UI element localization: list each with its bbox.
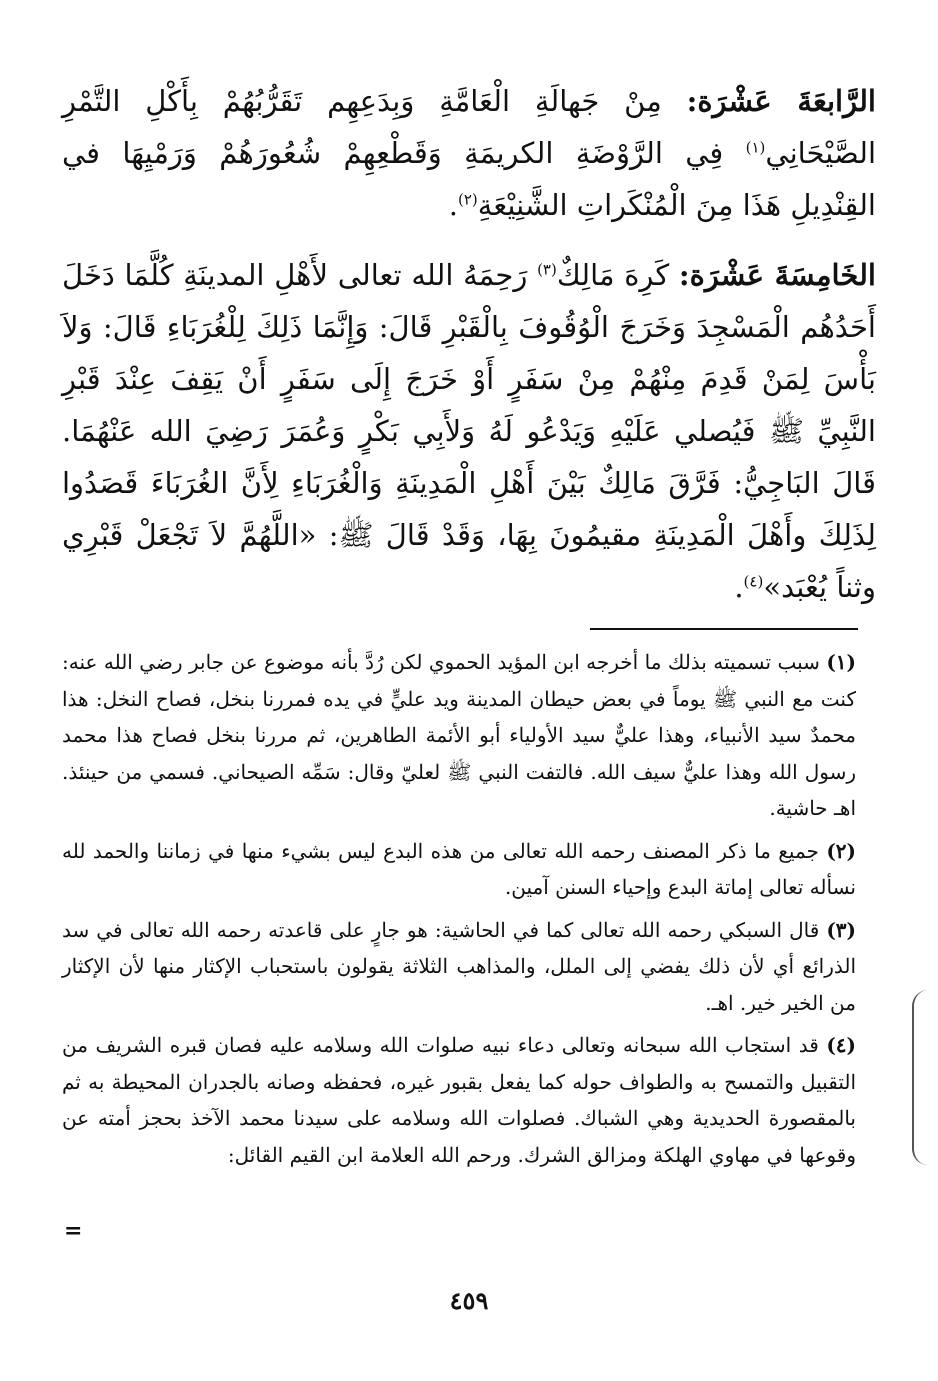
footnote-2 — [62, 833, 856, 906]
paragraph-15-text-part1: كَرِهَ مَالِكٌ — [556, 258, 679, 292]
footnote-ref-1[interactable]: (١) — [745, 138, 766, 157]
footnote-4-text: قد استجاب الله سبحانه وتعالى دعاء نبيه صلوات الله وسلامه عليه فصان قبره الشريف من التقبيل والتمسح به والطواف حوله كما يفعل بقبور غيره، فحفظه وصانه بالجدران المحيطة به ثم بالمقصورة الحديدية وهي الشباك. فصلوات الله وسلامه على سيدنا محمد الآخذ بحجز أمته عن وقوعها في مهاوي الهلكة ومزالق الشرك. ورحم الله العلامة ابن القيم القائل: — [62, 1033, 856, 1167]
footnote-separator — [590, 628, 858, 630]
footnote-2-number: (٢) — [826, 838, 856, 863]
footnote-3-text: قال السبكي رحمه الله تعالى كما في الحاشية: هو جارٍ على قاعدته رحمه الله تعالى في سد الذرائع أي لأن ذلك يفضي إلى الملل، والمذاهب الثلاثة يقولون باستحباب الإكثار منها لأن الإكثار من الخير خير. اهـ. — [62, 917, 856, 1015]
paragraph-14-heading: الرَّابعَةَ عَشْرَة: — [686, 84, 876, 118]
main-text — [62, 75, 876, 631]
footnotes — [62, 644, 856, 1179]
footnote-4 — [62, 1027, 856, 1173]
footnote-1-text: سبب تسميته بذلك ما أخرجه ابن المؤيد الحموي لكن رُدَّ بأنه موضوع عن جابر رضي الله عنه: كنت مع النبي ﷺ يوماً في بعض حيطان المدينة ويد عليٍّ في يده فمررنا بنخل، فصاح النخل: هذا محمدٌ سيد الأنبياء، وهذا عليٌّ سيد الأولياء أبو الأئمة الطاهرين، ثم مررنا بنخل فصاح هذا محمد رسول الله وهذا عليٌّ سيف الله. فالتفت النبي ﷺ لعليّ وقال: سَمِّه الصيحاني. فسمي من حينئذ. اهـ حاشية. — [62, 650, 856, 820]
paragraph-15-end: . — [734, 570, 744, 604]
footnote-3 — [62, 912, 856, 1022]
footnote-ref-2[interactable]: (٢) — [458, 190, 478, 209]
footnote-2-text: جميع ما ذكر المصنف رحمه الله تعالى من هذه البدع ليس بشيء منها في زماننا والحمد لله نسأله تعالى إماتة البدع وإحياء السنن آمين. — [62, 838, 856, 899]
footnote-1 — [62, 644, 856, 827]
continuation-mark: = — [64, 1218, 83, 1244]
page-number: ٤٥٩ — [449, 1286, 489, 1315]
footnote-1-number: (١) — [826, 650, 856, 674]
paragraph-14-end: . — [448, 188, 458, 222]
margin-bracket-mark — [912, 990, 930, 1165]
paragraph-14-text-part2: فِي الرَّوْضَةِ الكريمَةِ وَقَطْعِهِمْ شُعُورَهُمْ وَرَمْيِهَا في القِنْدِيلِ هَذَا مِنَ الْمُنْكَراتِ الشَّنِيْعَةِ — [62, 136, 876, 222]
paragraph-15 — [62, 249, 876, 613]
paragraph-14 — [62, 75, 876, 231]
paragraph-15-heading: الخَامِسَةَ عَشْرَة: — [678, 258, 876, 292]
footnote-ref-3[interactable]: (٣) — [537, 260, 557, 279]
footnote-3-number: (٣) — [826, 917, 856, 942]
paragraph-14-text-part1: مِنْ جَهالَةِ الْعَامَّةِ وَبِدَعِهِم تَقَرُّبُهُمْ بِأَكْلِ التَّمْرِ الصَّيْحَانِي — [62, 84, 876, 170]
footnote-4-number: (٤) — [826, 1033, 856, 1057]
footnote-ref-4[interactable]: (٤) — [743, 572, 764, 591]
paragraph-15-text-part2: رَحِمَهُ الله تعالى لأَهْلِ المدينَةِ كُلَّمَا دَخَلَ أَحَدُهُم الْمَسْجِدَ وَخَرَجَ الْوُقُوفَ بِالْقَبْرِ قَالَ: وَإِنَّمَا ذَلِكَ لِلْغُرَبَاءِ قَالَ: وَلاَ بَأْسَ لِمَنْ قَدِمَ مِنْهُمْ مِنْ سَفَرٍ أَوْ خَرَجَ إِلَى سَفَرٍ أَنْ يَقِفَ عِنْدَ قَبْرِ النَّبِيِّ ﷺ فَيُصلي عَلَيْهِ وَيَدْعُو لَهُ وَلأَبِي بَكْرٍ وَعُمَرَ رَضِيَ الله عَنْهُمَا. قَالَ البَاجِيُّ: فَرَّقَ مَالِكٌ بَيْنَ أَهْلِ الْمَدِينَةِ وَالْغُرَبَاءِ لِأَنَّ الغُرَبَاءَ قَصَدُوا لِذَلِكَ وأَهْلَ الْمَدِينَةِ مقيمُونَ بِهَا، وَقَدْ قَالَ ﷺ: «اللَّهُمَّ لاَ تَجْعَلْ قَبْرِي وثناً يُعْبَد» — [62, 258, 876, 604]
